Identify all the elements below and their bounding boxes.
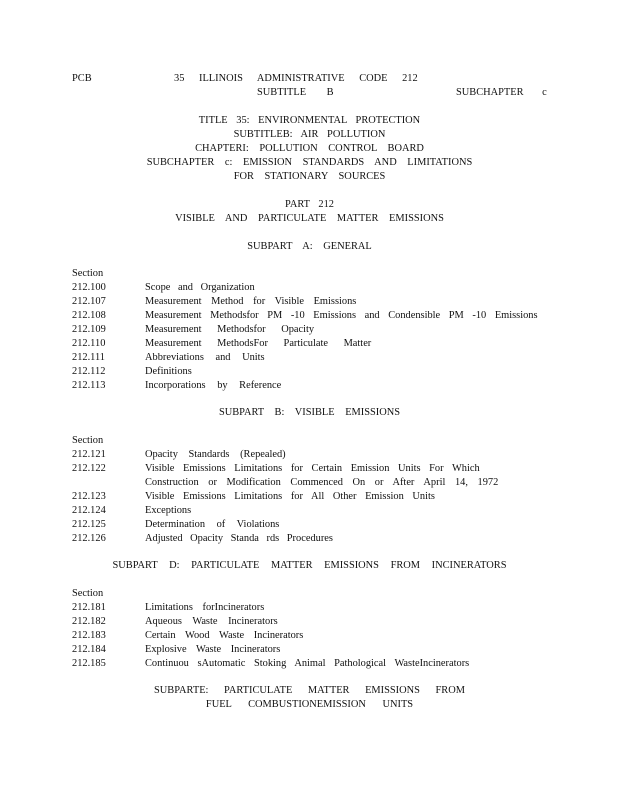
part-number: PART 212 (285, 199, 334, 210)
section-title: Explosive Waste Incinerators (145, 644, 281, 655)
section-number: 212.181 (72, 602, 106, 613)
subtitle-line: SUBTITLEB: AIR POLLUTION (233, 129, 386, 140)
section-number: 212.100 (72, 282, 106, 293)
section-number: 212.109 (72, 324, 106, 335)
section-title: Scope and Organization (145, 282, 255, 293)
section-number: 212.184 (72, 644, 106, 655)
section-number: 212.110 (72, 338, 106, 349)
section-title: Incorporations by Reference (145, 380, 282, 391)
subpart-d-heading: SUBPART D: PARTICULATE MATTER EMISSIONS FROM INCINERATORS (112, 560, 507, 571)
chapter-line: CHAPTERI: POLLUTION CONTROL BOARD (195, 143, 424, 154)
part-name: VISIBLE AND PARTICULATE MATTER EMISSIONS (175, 213, 444, 224)
subpart-e-heading-line-2: FUEL COMBUSTIONEMISSION UNITS (205, 699, 414, 710)
section-title: Determination of Violations (145, 519, 280, 530)
section-title: Measurement MethodsFor Particulate Matter (145, 338, 372, 349)
section-label: Section (72, 268, 104, 279)
section-title: Measurement Methodsfor Opacity (145, 324, 315, 335)
section-number: 212.108 (72, 310, 106, 321)
section-title: Adjusted Opacity Standa rds Procedures (145, 533, 333, 544)
section-number: 212.112 (72, 366, 106, 377)
section-title: Visible Emissions Limitations for All Other Emission Units (145, 491, 435, 502)
section-number: 212.123 (72, 491, 106, 502)
section-number: 212.125 (72, 519, 106, 530)
section-title-continued: Construction or Modification Commenced On or After April 14, 1972 (145, 477, 499, 488)
section-label: Section (72, 435, 104, 446)
section-title: Abbreviations and Units (145, 352, 265, 363)
subpart-a-heading: SUBPART A: GENERAL (247, 241, 372, 252)
section-number: 212.183 (72, 630, 106, 641)
section-number: 212.122 (72, 463, 106, 474)
section-title: Limitations forIncinerators (145, 602, 265, 613)
header-right: SUBCHAPTER c (456, 87, 547, 98)
header-center: 35 ILLINOIS ADMINISTRATIVE CODE 212 (174, 73, 418, 84)
subchapter-line: SUBCHAPTER c: EMISSION STANDARDS AND LIMITATIONS (146, 157, 473, 168)
section-title: Measurement Methodsfor PM -10 Emissions and Condensible PM -10 Emissions (145, 310, 538, 321)
section-title: Certain Wood Waste Incinerators (145, 630, 304, 641)
section-number: 212.185 (72, 658, 106, 669)
section-label: Section (72, 588, 104, 599)
subpart-e-heading: SUBPARTE: PARTICULATE MATTER EMISSIONS FROM (154, 685, 465, 696)
section-title: Aqueous Waste Incinerators (145, 616, 278, 627)
header-subtitle: SUBTITLE B (257, 87, 334, 98)
subpart-b-heading: SUBPART B: VISIBLE EMISSIONS (218, 407, 401, 418)
section-number: 212.182 (72, 616, 106, 627)
subchapter-line-2: FOR STATIONARY SOURCES (233, 171, 386, 182)
section-number: 212.124 (72, 505, 106, 516)
section-title: Opacity Standards (Repealed) (145, 449, 286, 460)
section-number: 212.126 (72, 533, 106, 544)
section-title: Visible Emissions Limitations for Certain Emission Units For Which (145, 463, 480, 474)
header-left: PCB (72, 73, 92, 84)
section-number: 212.121 (72, 449, 106, 460)
section-title: Measurement Method for Visible Emissions (145, 296, 357, 307)
title-line: TITLE 35: ENVIRONMENTAL PROTECTION (198, 115, 421, 126)
section-number: 212.113 (72, 380, 106, 391)
section-title: Exceptions (145, 505, 192, 516)
section-number: 212.107 (72, 296, 106, 307)
section-title: Definitions (145, 366, 192, 377)
section-title: Continuou sAutomatic Stoking Animal Pathological WasteIncinerators (145, 658, 470, 669)
section-number: 212.111 (72, 352, 105, 363)
